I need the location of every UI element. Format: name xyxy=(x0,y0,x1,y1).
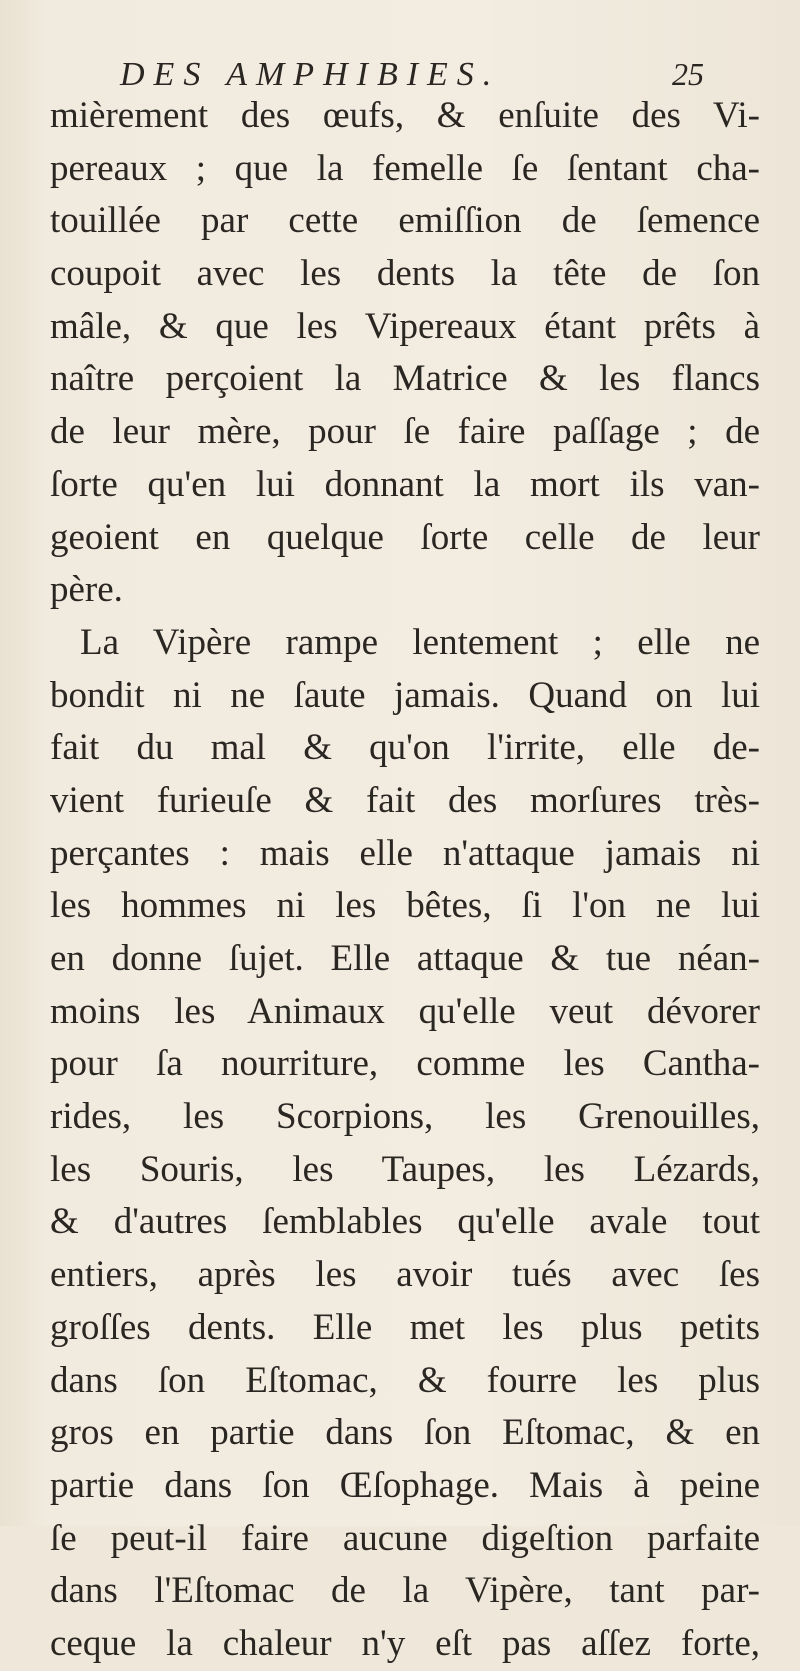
paragraph-start-line: La Vipère rampe lentement ; elle ne xyxy=(80,621,760,663)
text-line: dans ſon Eſtomac, & fourre les plus xyxy=(50,1359,760,1401)
text-line: partie dans ſon Œſophage. Mais à peine xyxy=(50,1464,760,1506)
text-line: & d'autres ſemblables qu'elle avale tout xyxy=(50,1201,760,1243)
page-number: 25 xyxy=(672,56,704,92)
running-title: DES AMPHIBIES. xyxy=(120,56,501,93)
text-line: naître perçoient la Matrice & les flancs xyxy=(50,358,760,400)
body-text xyxy=(50,90,760,1671)
text-line: touillée par cette emiſſion de ſemence xyxy=(50,200,760,242)
text-line: perçantes : mais elle n'attaque jamais ni xyxy=(50,832,760,874)
text-line: ſe peut-il faire aucune digeſtion parfaite xyxy=(50,1517,760,1559)
text-line: moins les Animaux qu'elle veut dévorer xyxy=(50,990,760,1032)
text-line: vient furieuſe & fait des morſures très- xyxy=(50,779,760,821)
text-line: gros en partie dans ſon Eſtomac, & en xyxy=(50,1412,760,1454)
text-line: mâle, & que les Vipereaux étant prêts à xyxy=(50,305,760,347)
text-line: de leur mère, pour ſe faire paſſage ; de xyxy=(50,411,760,453)
text-line: pereaux ; que la femelle ſe ſentant cha- xyxy=(50,147,760,189)
text-line: ſorte qu'en lui donnant la mort ils van- xyxy=(50,463,760,505)
text-line: fait du mal & qu'on l'irrite, elle de- xyxy=(50,727,760,769)
text-line: groſſes dents. Elle met les plus petits xyxy=(50,1306,760,1348)
text-line: les hommes ni les bêtes, ſi l'on ne lui xyxy=(50,885,760,927)
text-line: bondit ni ne ſaute jamais. Quand on lui xyxy=(50,674,760,716)
text-line: ceque la chaleur n'y eſt pas aſſez forte, xyxy=(50,1622,760,1664)
text-line: les Souris, les Taupes, les Lézards, xyxy=(50,1148,760,1190)
text-line: rides, les Scorpions, les Grenouilles, xyxy=(50,1096,760,1138)
text-line: pour ſa nourriture, comme les Cantha- xyxy=(50,1043,760,1085)
text-line: en donne ſujet. Elle attaque & tue néan- xyxy=(50,938,760,979)
text-line: mièrement des œufs, & enſuite des Vi- xyxy=(50,95,760,136)
text-line: geoient en quelque ſorte celle de leur xyxy=(50,516,760,558)
text-line: entiers, après les avoir tués avec ſes xyxy=(50,1254,760,1296)
text-line: père. xyxy=(50,569,123,611)
text-line: coupoit avec les dents la tête de ſon xyxy=(50,253,760,295)
text-line: dans l'Eſtomac de la Vipère, tant par- xyxy=(50,1570,760,1612)
